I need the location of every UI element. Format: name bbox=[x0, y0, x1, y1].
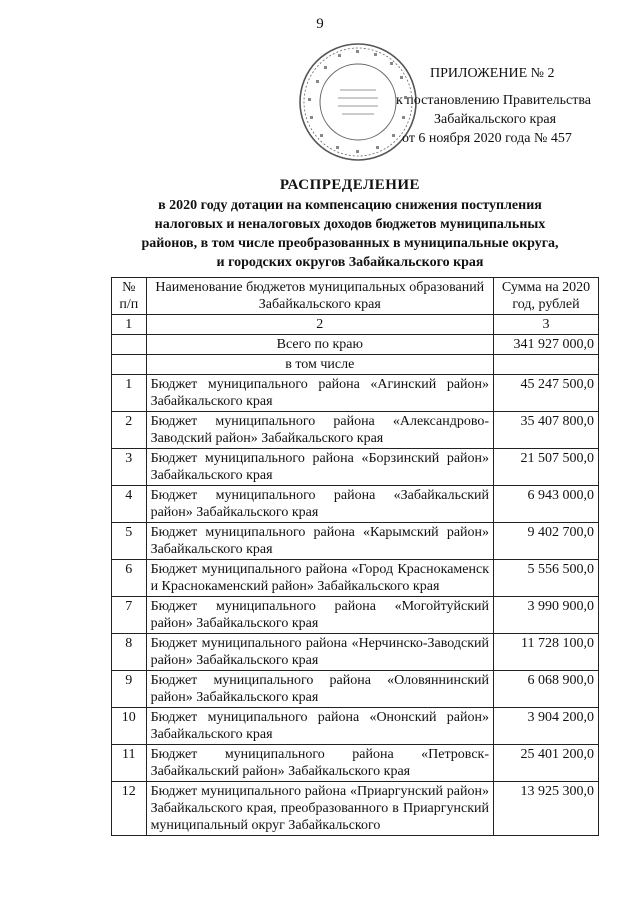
col-number-2: 2 bbox=[146, 315, 493, 335]
row-sum: 3 904 200,0 bbox=[494, 708, 599, 745]
header-num: № п/п bbox=[112, 278, 147, 315]
table-row bbox=[112, 412, 599, 449]
table-row bbox=[112, 449, 599, 486]
row-sum: 6 943 000,0 bbox=[494, 486, 599, 523]
row-number: 3 bbox=[112, 449, 147, 486]
including-sum-cell bbox=[494, 355, 599, 375]
row-number: 6 bbox=[112, 560, 147, 597]
table-header-row bbox=[112, 278, 599, 315]
row-name: Бюджет муниципального района «Забайкальский район» Забайкальского края bbox=[146, 486, 493, 523]
total-row bbox=[112, 335, 599, 355]
row-name: Бюджет муниципального района «Город Краснокаменск и Краснокаменский район» Забайкальского края bbox=[146, 560, 493, 597]
table-row bbox=[112, 671, 599, 708]
row-sum: 6 068 900,0 bbox=[494, 671, 599, 708]
including-num-cell bbox=[112, 355, 147, 375]
table-row bbox=[112, 634, 599, 671]
row-name: Бюджет муниципального района «Борзинский район» Забайкальского края bbox=[146, 449, 493, 486]
page-number: 9 bbox=[316, 16, 324, 32]
total-num-cell bbox=[112, 335, 147, 355]
table-row bbox=[112, 708, 599, 745]
row-number: 2 bbox=[112, 412, 147, 449]
row-sum: 25 401 200,0 bbox=[494, 745, 599, 782]
row-name: Бюджет муниципального района «Приаргунский район» Забайкальского края, преобразованного в Приаргунский муниципальный округ Забайкальского bbox=[146, 782, 493, 836]
including-label: в том числе bbox=[146, 355, 493, 375]
row-sum: 13 925 300,0 bbox=[494, 782, 599, 836]
table-row bbox=[112, 782, 599, 836]
row-name: Бюджет муниципального района «Агинский район» Забайкальского края bbox=[146, 375, 493, 412]
row-name: Бюджет муниципального района «Нерчинско-Заводский район» Забайкальского края bbox=[146, 634, 493, 671]
row-number: 7 bbox=[112, 597, 147, 634]
row-sum: 35 407 800,0 bbox=[494, 412, 599, 449]
row-name: Бюджет муниципального района «Карымский район» Забайкальского края bbox=[146, 523, 493, 560]
row-name: Бюджет муниципального района «Ононский район» Забайкальского края bbox=[146, 708, 493, 745]
row-sum: 9 402 700,0 bbox=[494, 523, 599, 560]
col-number-3: 3 bbox=[494, 315, 599, 335]
row-name: Бюджет муниципального района «Александрово-Заводский район» Забайкальского края bbox=[146, 412, 493, 449]
row-number: 12 bbox=[112, 782, 147, 836]
row-name: Бюджет муниципального района «Могойтуйский район» Забайкальского края bbox=[146, 597, 493, 634]
table-row bbox=[112, 597, 599, 634]
total-sum: 341 927 000,0 bbox=[494, 335, 599, 355]
row-name: Бюджет муниципального района «Петровск-Забайкальский район» Забайкальского края bbox=[146, 745, 493, 782]
appendix-block bbox=[390, 64, 620, 148]
heading-line-3: районов, в том числе преобразованных в муниципальные округа, bbox=[141, 236, 559, 251]
row-number: 8 bbox=[112, 634, 147, 671]
appendix-title: ПРИЛОЖЕНИЕ № 2 bbox=[430, 66, 555, 81]
appendix-line-3: от 6 ноября 2020 года № 457 bbox=[402, 131, 572, 146]
row-sum: 5 556 500,0 bbox=[494, 560, 599, 597]
heading-line-2: налоговых и неналоговых доходов бюджетов муниципальных bbox=[154, 217, 546, 232]
appendix-line-2: Забайкальского края bbox=[434, 112, 557, 127]
row-sum: 21 507 500,0 bbox=[494, 449, 599, 486]
including-row bbox=[112, 355, 599, 375]
row-number: 9 bbox=[112, 671, 147, 708]
col-number-1: 1 bbox=[112, 315, 147, 335]
appendix-line-1: к постановлению Правительства bbox=[396, 93, 592, 108]
row-number: 1 bbox=[112, 375, 147, 412]
header-name: Наименование бюджетов муниципальных образований Забайкальского края bbox=[146, 278, 493, 315]
header-sum: Сумма на 2020 год, рублей bbox=[494, 278, 599, 315]
heading-title: РАСПРЕДЕЛЕНИЕ bbox=[279, 177, 421, 193]
row-name: Бюджет муниципального района «Оловяннинский район» Забайкальского края bbox=[146, 671, 493, 708]
total-label: Всего по краю bbox=[146, 335, 493, 355]
row-sum: 45 247 500,0 bbox=[494, 375, 599, 412]
distribution-table bbox=[111, 277, 599, 836]
heading-line-4: и городских округов Забайкальского края bbox=[216, 255, 484, 270]
table-row bbox=[112, 745, 599, 782]
heading-line-1: в 2020 году дотации на компенсацию снижения поступления bbox=[158, 198, 542, 213]
row-sum: 11 728 100,0 bbox=[494, 634, 599, 671]
row-number: 5 bbox=[112, 523, 147, 560]
row-sum: 3 990 900,0 bbox=[494, 597, 599, 634]
column-numbers-row bbox=[112, 315, 599, 335]
table-row bbox=[112, 375, 599, 412]
row-number: 11 bbox=[112, 745, 147, 782]
row-number: 4 bbox=[112, 486, 147, 523]
row-number: 10 bbox=[112, 708, 147, 745]
document-heading bbox=[110, 176, 590, 272]
table-row bbox=[112, 523, 599, 560]
table-row bbox=[112, 486, 599, 523]
table-row bbox=[112, 560, 599, 597]
